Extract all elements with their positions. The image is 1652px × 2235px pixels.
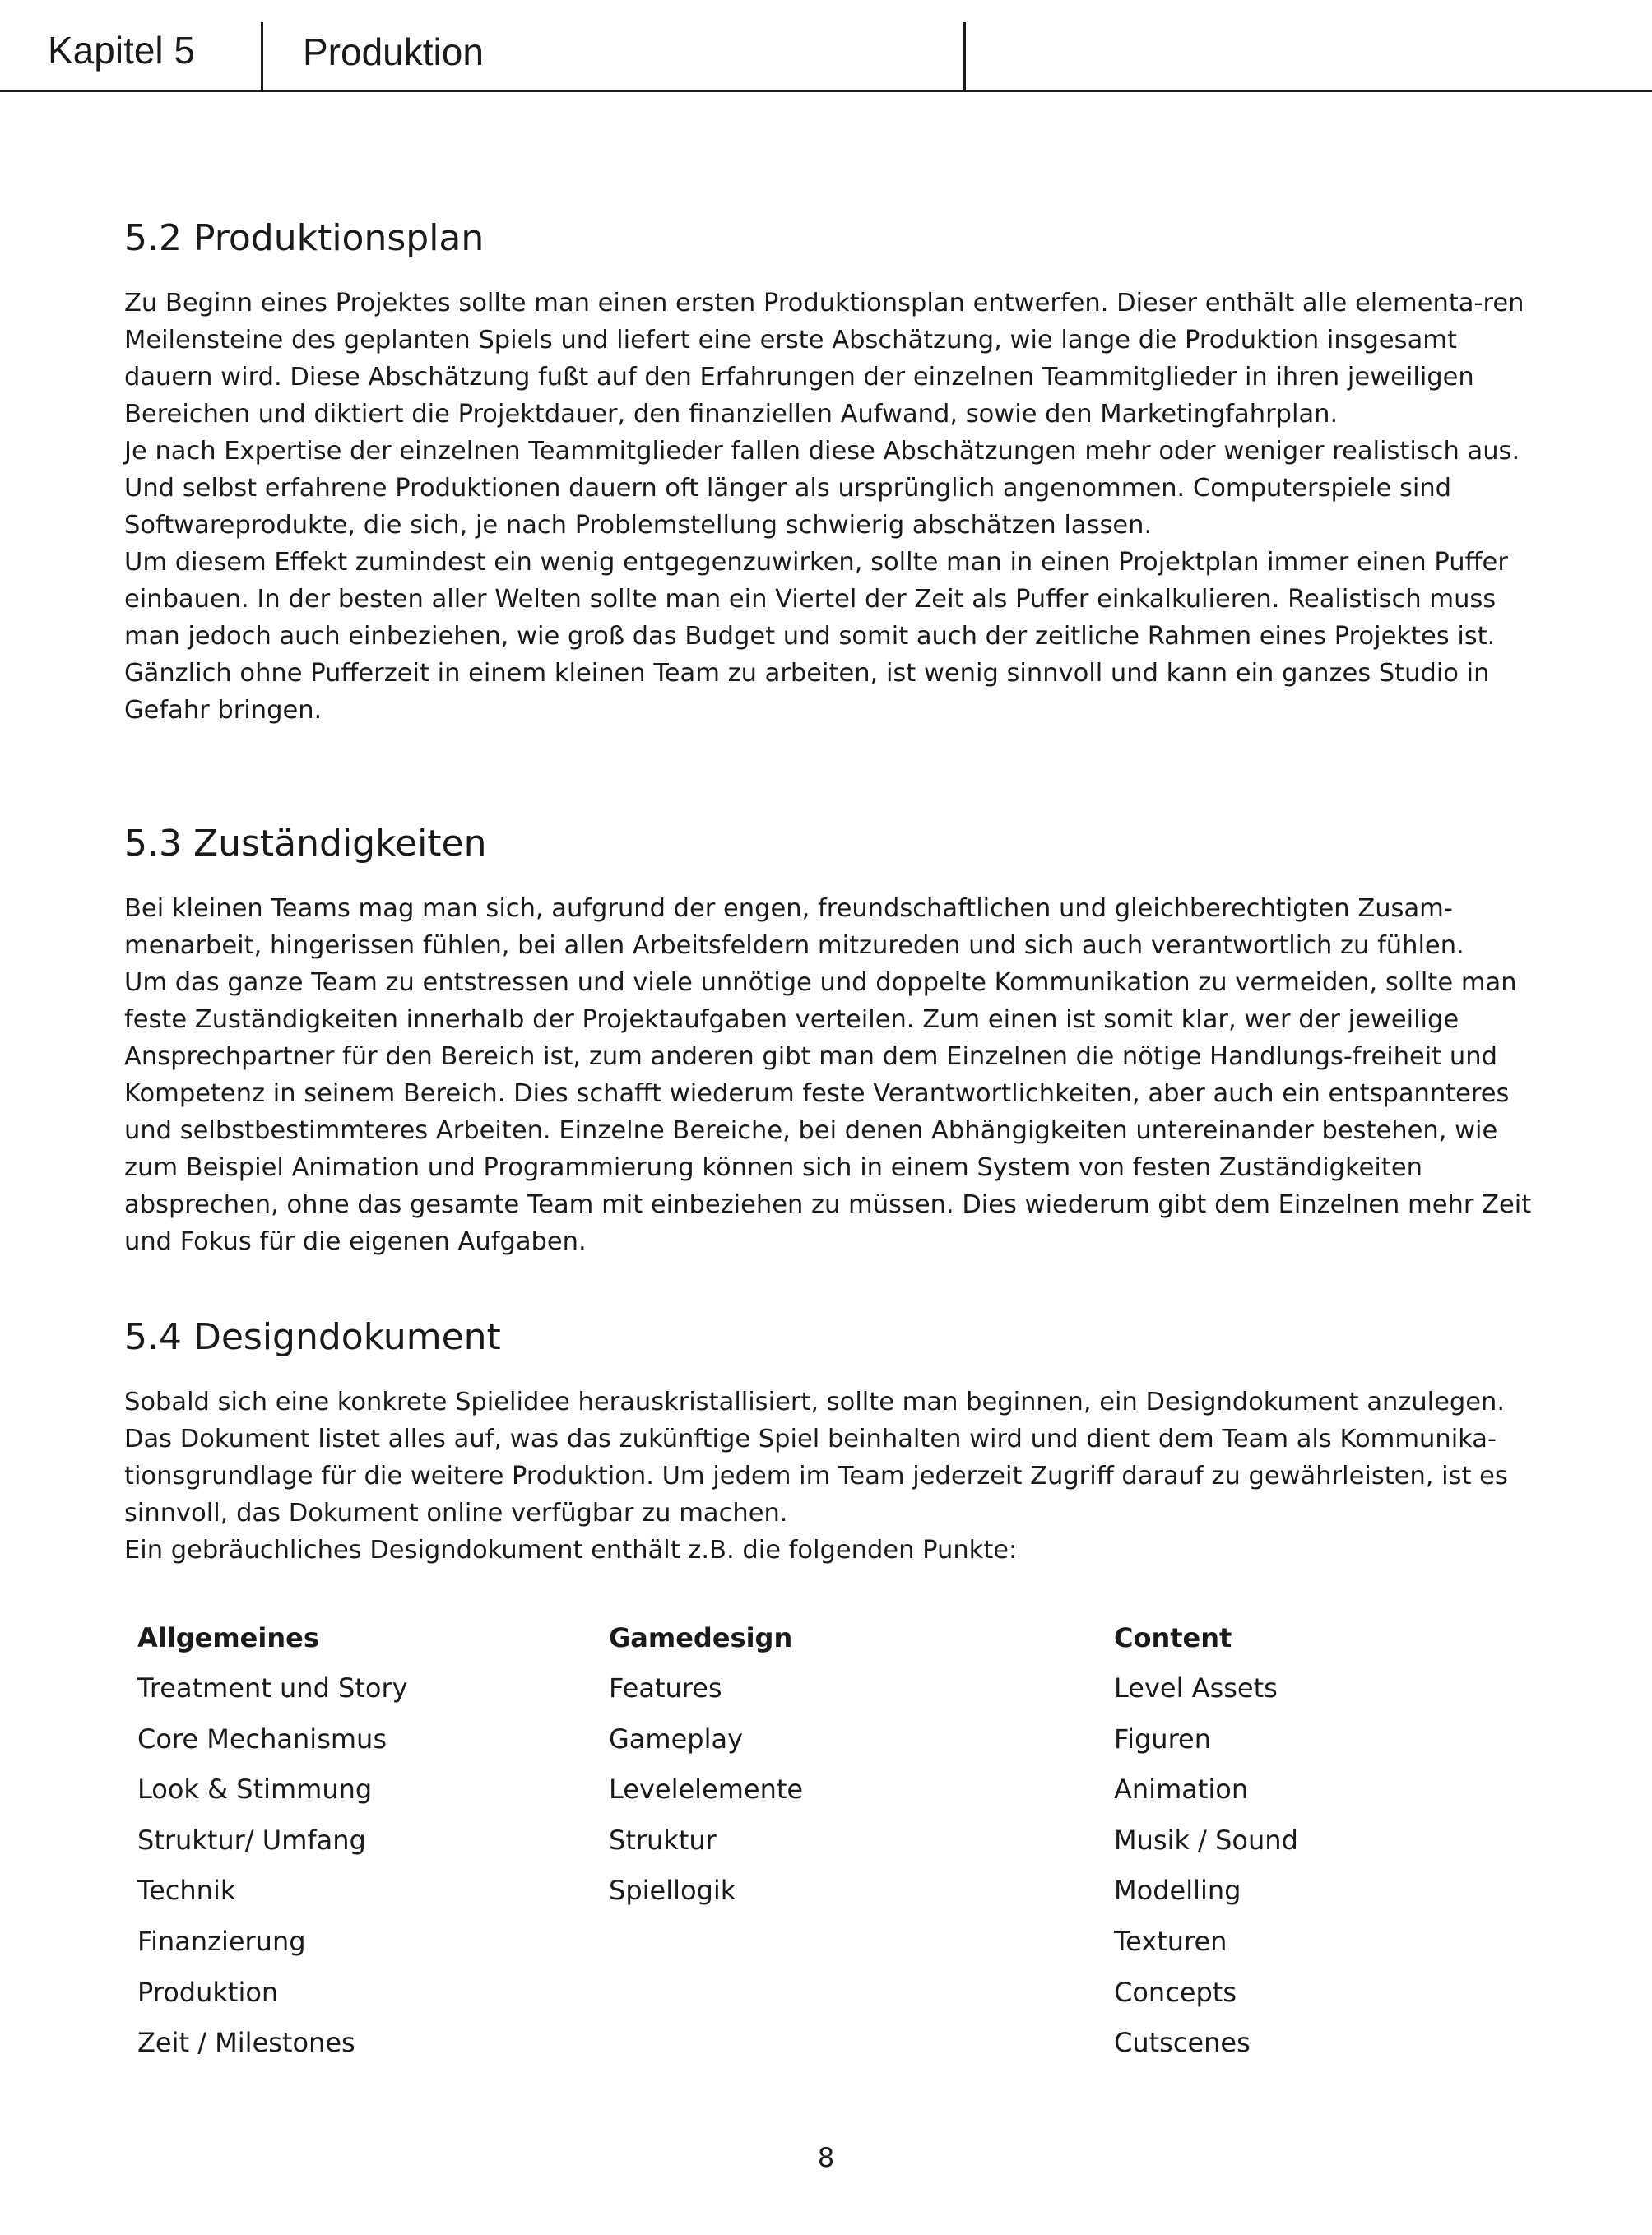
section-body [124, 890, 1539, 1260]
list-item: Features [609, 1672, 722, 1704]
list-content [1114, 1612, 1298, 2069]
list-item: Modelling [1114, 1875, 1241, 1907]
paragraph: Sobald sich eine konkrete Spielidee herauskristallisiert, sollte man beginnen, ein Designdokument anzulegen. Das Dokument listet alles auf, was das zukünftige Spiel beinhalten wird und dient dem Team als Kommunika-tionsgrundlage für die weitere Produktion. Um jedem im Team jederzeit Zugriff darauf zu gewährleisten, ist es sinnvoll, das Dokument online verfügbar zu machen. [124, 1388, 1508, 1528]
list-item: Concepts [1114, 1976, 1237, 2008]
section-body [124, 285, 1539, 729]
paragraph: Um diesem Effekt zumindest ein wenig entgegenzuwirken, sollte man in einen Projektplan immer einen Puffer einbauen. In der besten aller Welten sollte man ein Viertel der Zeit als Puffer einkalkulieren. Realistisch muss man jedoch auch einbeziehen, wie groß das Budget und somit auch der zeitliche Rahmen eines Projektes ist. Gänzlich ohne Pufferzeit in einem kleinen Team zu arbeiten, ist wenig sinnvoll und kann ein ganzes Studio in Gefahr bringen. [124, 548, 1508, 725]
list-item: Struktur [609, 1824, 717, 1856]
page-header [0, 0, 1652, 92]
list-item: Texturen [1114, 1925, 1227, 1957]
section-heading: 5.4 Designdokument [124, 1316, 501, 1358]
paragraph: Je nach Expertise der einzelnen Teammitglieder fallen diese Abschätzungen mehr oder weniger realistisch aus. Und selbst erfahrene Produktionen dauern oft länger als ursprünglich angenommen. Computerspiele sind Softwareprodukte, die sich, je nach Problemstellung schwierig abschätzen lassen. [124, 437, 1520, 540]
paragraph: Ein gebräuchliches Designdokument enthält z.B. die folgenden Punkte: [124, 1536, 1018, 1565]
list-item: Produktion [137, 1976, 279, 2008]
header-divider [261, 22, 263, 91]
list-item: Core Mechanismus [137, 1723, 387, 1755]
section-heading: 5.3 Zuständigkeiten [124, 823, 487, 865]
chapter-title: Produktion [303, 30, 484, 73]
list-item: Treatment und Story [137, 1672, 408, 1704]
list-item: Gameplay [609, 1723, 744, 1755]
list-item: Level Assets [1114, 1672, 1278, 1704]
section-heading: 5.2 Produktionsplan [124, 217, 485, 259]
list-allgemeines [137, 1612, 408, 2069]
list-gamedesign [609, 1612, 803, 1917]
list-item: Struktur/ Umfang [137, 1824, 366, 1856]
list-item: Levelelemente [609, 1774, 804, 1806]
list-item: Spiellogik [609, 1875, 736, 1907]
paragraph: Um das ganze Team zu entstressen und viele unnötige und doppelte Kommunikation zu vermeiden, sollte man feste Zuständigkeiten innerhalb der Projektaufgaben verteilen. Zum einen ist somit klar, wer der jeweilige Ansprechpartner für den Bereich ist, zum anderen gibt man dem Einzelnen die nötige Handlungs-freiheit und Kompetenz in seinem Bereich. Dies schafft wiederum feste Verantwortlichkeiten, aber auch ein entspannteres und selbstbestimmteres Arbeiten. Einzelne Bereiche, bei denen Abhängigkeiten untereinander bestehen, wie zum Beispiel Animation und Programmierung können sich in einem System von festen Zuständigkeiten absprechen, ohne das gesamte Team mit einbeziehen zu müssen. Dies wiederum gibt dem Einzelnen mehr Zeit und Fokus für die eigenen Aufgaben. [124, 968, 1532, 1256]
header-divider [963, 22, 966, 91]
list-item: Look & Stimmung [137, 1774, 373, 1806]
list-item: Finanzierung [137, 1925, 306, 1957]
list-item: Cutscenes [1114, 2027, 1251, 2059]
list-item: Figuren [1114, 1723, 1211, 1755]
chapter-label: Kapitel 5 [48, 29, 196, 72]
list-item: Zeit / Milestones [137, 2027, 355, 2059]
section-produktionsplan [124, 216, 1539, 729]
paragraph: Bei kleinen Teams mag man sich, aufgrund der engen, freundschaftlichen und gleichberechtigten Zusam-menarbeit, hingerissen fühlen, bei allen Arbeitsfeldern mitzureden und sich auch verantwortlich zu fühlen. [124, 894, 1464, 960]
list-item: Technik [137, 1875, 236, 1907]
list-heading: Content [1114, 1622, 1232, 1653]
paragraph: Zu Beginn eines Projektes sollte man einen ersten Produktionsplan entwerfen. Dieser enthält alle elementa-ren Meilensteine des geplanten Spiels und liefert eine erste Abschätzung, wie lange die Produktion insgesamt dauern wird. Diese Abschätzung fußt auf den Erfahrungen der einzelnen Teammitglieder in ihren jeweiligen Bereichen und diktiert die Projektdauer, den finanziellen Aufwand, sowie den Marketingfahrplan. [124, 289, 1524, 429]
list-heading: Gamedesign [609, 1622, 793, 1653]
section-body [124, 1384, 1539, 1569]
list-item: Musik / Sound [1114, 1824, 1298, 1856]
list-heading: Allgemeines [137, 1622, 319, 1653]
list-item: Animation [1114, 1774, 1249, 1806]
section-designdokument [124, 1315, 1539, 1569]
section-zustaendigkeiten [124, 821, 1539, 1260]
page-number: 8 [817, 2142, 835, 2173]
